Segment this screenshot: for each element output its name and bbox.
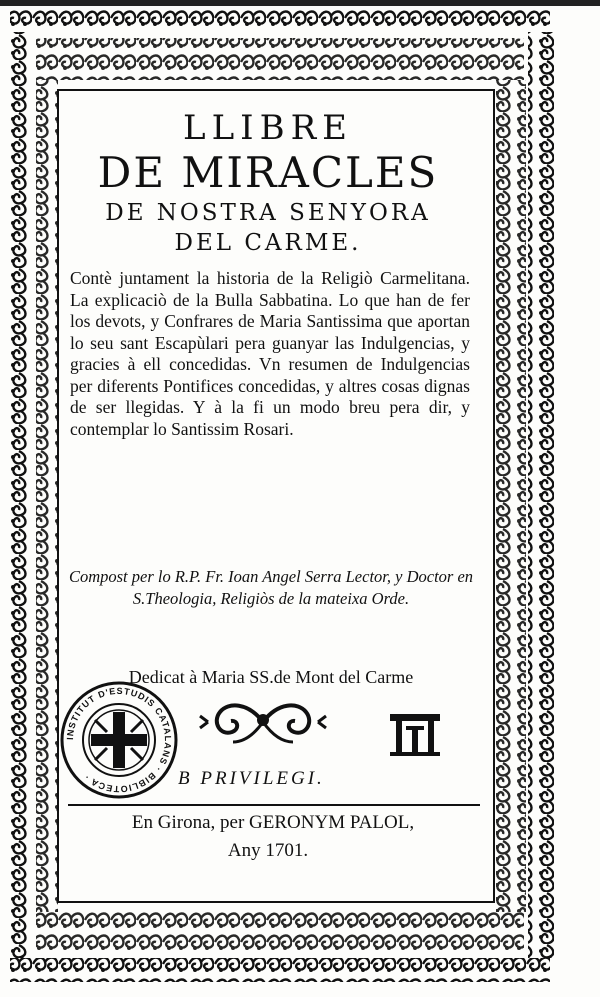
- library-stamp-icon: [59, 680, 179, 800]
- description-paragraph: Contè juntament la historia de la Religiò Carmelitana. La explicaciò de la Bulla Sabbatina. Lo que han de fer los devots, y Confrares de Maria Santissima que aportan lo seu sant Escapùlari pera guanyar las Indulgencias, y gracies à ell concedidas. Vn resumen de Indulgencias per diferents Pontifices concedidas, y altres cosas dignas de ser llegidas. Y à la fi un modo breu pera dir, y contemplar lo Santissim Rosari.: [70, 268, 470, 439]
- dedication: Dedicat à Maria SS.de Mont del Carme: [128, 667, 414, 687]
- imprint-year: Any 1701.: [227, 840, 309, 861]
- scan-edge: [0, 0, 600, 6]
- printers-ornament-icon: [198, 696, 328, 748]
- title-line-3: DE NOSTRA SENYORA: [105, 200, 431, 226]
- gate-device-icon: [388, 712, 442, 758]
- title-line-2: DE MIRACLES: [97, 148, 439, 197]
- privilege-line: B PRIVILEGI.: [178, 768, 325, 789]
- stamp-ring-text: INSTITUT D'ESTUDIS CATALANS · BIBLIOTECA ·: [64, 685, 174, 795]
- title-line-4: DEL CARME.: [174, 230, 362, 256]
- horizontal-rule: [68, 804, 480, 806]
- imprint-line: En Girona, per GERONYM PALOL,: [131, 812, 415, 833]
- author-statement: Compost per lo R.P. Fr. Ioan Angel Serra Lector, y Doctor en S.Theologia, Religiòs de la mateixa Orde.: [68, 567, 474, 608]
- title-line-1: LLIBRE: [183, 108, 353, 148]
